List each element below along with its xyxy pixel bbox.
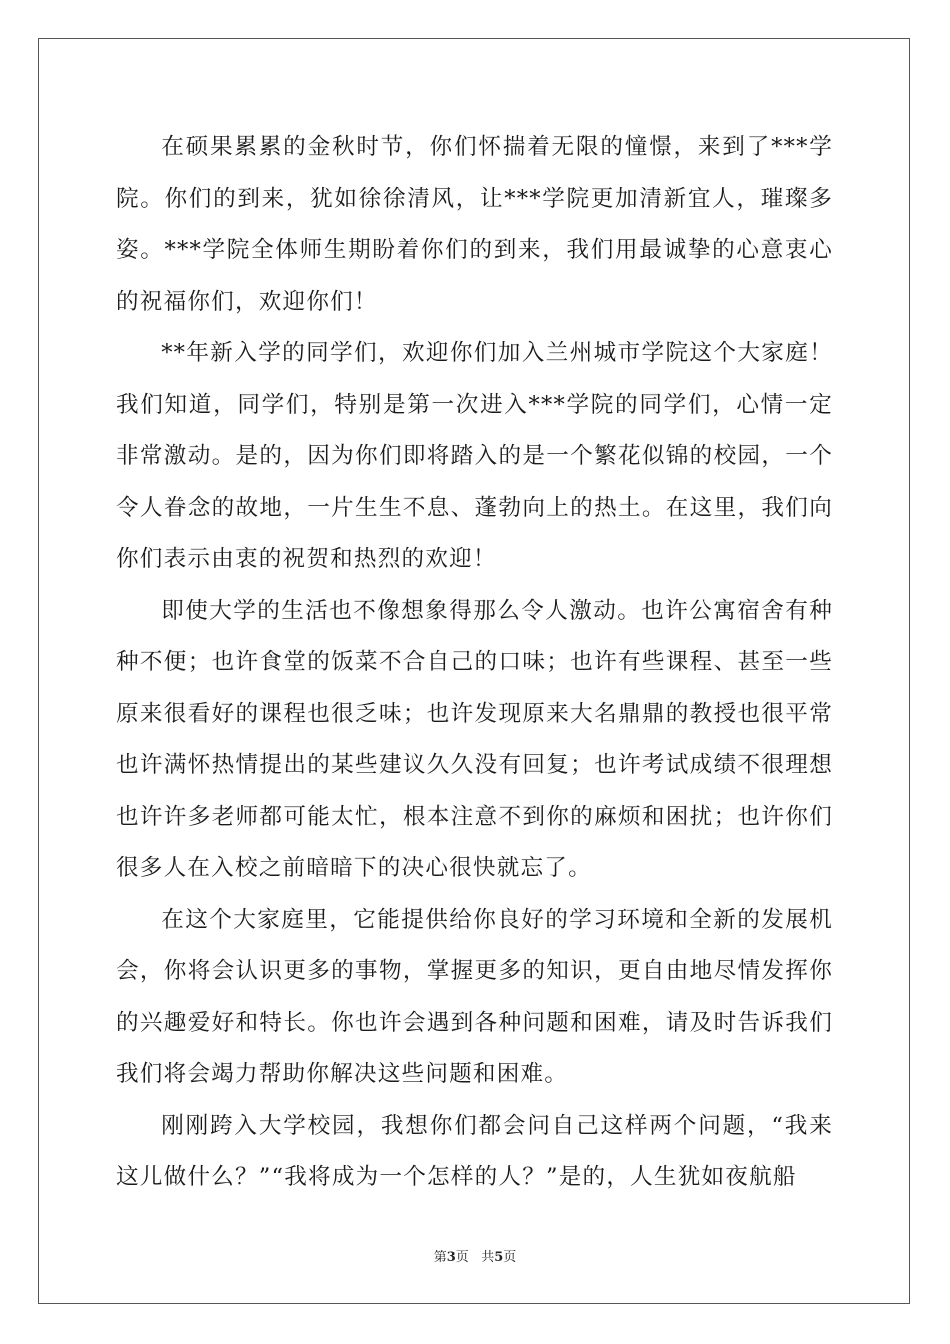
total-suffix: 页: [503, 1250, 517, 1265]
total-prefix: 共: [481, 1250, 495, 1265]
paragraph-3: 即使大学的生活也不像想象得那么令人激动。也许公寓宿舍有种种不便；也许食堂的饭菜不合自己的口味；也许有些课程、甚至一些原来很看好的课程也很乏味；也许发现原来大名鼎鼎的教授也很平常也许满怀热情提出的某些建议久久没有回复；也许考试成绩不很理想也许许多老师都可能太忙，根本注意不到你的麻烦和困扰；也许你们很多人在入校之前暗暗下的决心很快就忘了。: [116, 597, 833, 881]
total-page-count: 5: [494, 1250, 504, 1265]
page-suffix: 页: [455, 1250, 469, 1265]
current-page-number: 3: [446, 1250, 456, 1265]
paragraph-5: 刚刚跨入大学校园，我想你们都会问自己这样两个问题，“我来这儿做什么？”“我将成为一个怎样的人？”是的，人生犹如夜航船: [116, 1112, 833, 1190]
paragraph-4: 在这个大家庭里，它能提供给你良好的学习环境和全新的发展机会，你将会认识更多的事物，掌握更多的知识，更自由地尽情发挥你的兴趣爱好和特长。你也许会遇到各种问题和困难，请及时告诉我们我们将会竭力帮助你解决这些问题和困难。: [116, 906, 833, 1087]
footer-gap: [469, 1250, 481, 1265]
page-prefix: 第: [433, 1250, 447, 1265]
paragraph-2: **年新入学的同学们，欢迎你们加入兰州城市学院这个大家庭！我们知道，同学们，特别是第一次进入***学院的同学们，心情一定非常激动。是的，因为你们即将踏入的是一个繁花似锦的校园，一个令人眷念的故地，一片生生不息、蓬勃向上的热土。在这里，我们向你们表示由衷的祝贺和热烈的欢迎！: [116, 340, 833, 572]
document-body: [116, 122, 833, 1204]
page-footer: [0, 1246, 950, 1265]
paragraph-1: 在硕果累累的金秋时节，你们怀揣着无限的憧憬，来到了***学院。你们的到来，犹如徐徐清风，让***学院更加清新宜人，璀璨多姿。***学院全体师生期盼着你们的到来，我们用最诚挚的心意衷心的祝福你们，欢迎你们！: [116, 134, 833, 315]
